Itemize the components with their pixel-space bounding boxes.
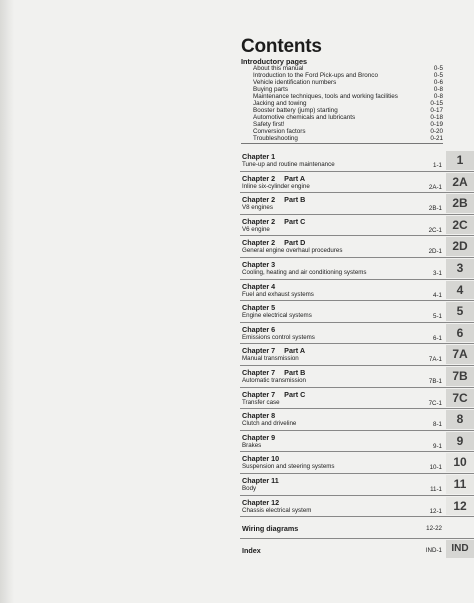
chapter-tab[interactable]: 4 <box>446 281 474 300</box>
chapter-tab[interactable]: 2C <box>446 216 474 235</box>
index-label: Index <box>242 545 261 555</box>
chapter-part: Part B <box>284 367 306 377</box>
chapter-title: Clutch and driveline <box>242 420 297 428</box>
chapter-number: Chapter 5 <box>242 303 276 313</box>
chapter-heading <box>242 282 275 291</box>
chapter-page: 9-1 <box>433 442 442 450</box>
wiring-diagrams-label: Wiring diagrams <box>242 524 299 534</box>
chapter-page: 4-1 <box>433 291 442 299</box>
chapter-number: Chapter 10 <box>242 454 280 464</box>
chapter-row[interactable] <box>240 452 474 474</box>
chapter-number: Chapter 2 <box>242 216 276 226</box>
intro-item-label: Automotive chemicals and lubricants <box>253 113 356 121</box>
chapter-part: Part C <box>284 216 306 226</box>
intro-item-page: 0-18 <box>430 113 443 121</box>
intro-item-page: 0-6 <box>433 78 443 86</box>
chapter-part: Part B <box>284 195 306 205</box>
intro-item-label: Maintenance techniques, tools and working facilities <box>253 92 398 100</box>
chapter-row[interactable] <box>240 388 474 410</box>
chapter-heading <box>242 498 279 507</box>
intro-item-page: 0-8 <box>433 92 443 100</box>
chapter-title: Tune-up and routine maintenance <box>242 161 335 168</box>
chapter-page: 2B-1 <box>428 205 442 213</box>
intro-item[interactable] <box>241 136 443 143</box>
chapter-title: Body <box>242 484 257 492</box>
chapter-title: Brakes <box>242 441 262 449</box>
chapter-row[interactable] <box>240 150 474 172</box>
chapter-page: 1-1 <box>433 162 442 169</box>
intro-item-page: 0-5 <box>433 65 443 72</box>
chapter-part: Part D <box>284 238 306 248</box>
intro-item-label: Vehicle identification numbers <box>253 78 337 86</box>
chapter-title: Emissions control systems <box>242 333 315 341</box>
chapter-tab[interactable]: 2A <box>446 173 474 192</box>
wiring-diagrams-row[interactable] <box>240 517 474 539</box>
intro-item-page: 0-21 <box>430 134 443 142</box>
chapter-title: Inline six-cylinder engine <box>242 182 310 190</box>
intro-item-label: Safety first! <box>253 120 285 128</box>
chapter-number: Chapter 6 <box>242 324 276 334</box>
chapter-title: Engine electrical systems <box>242 312 312 320</box>
chapter-row[interactable] <box>240 280 474 302</box>
chapter-row[interactable] <box>240 474 474 496</box>
chapter-tab[interactable]: 11 <box>446 475 474 494</box>
chapter-heading <box>242 238 305 247</box>
index-page: IND-1 <box>425 546 442 554</box>
chapter-tab[interactable]: 9 <box>446 432 474 451</box>
chapter-row[interactable] <box>240 193 474 215</box>
chapter-row[interactable] <box>240 409 474 431</box>
chapter-title: Manual transmission <box>242 355 299 363</box>
intro-item-page: 0-17 <box>430 106 443 114</box>
intro-item-label: Buying parts <box>253 85 289 93</box>
chapter-title: Suspension and steering systems <box>242 463 335 471</box>
chapter-tab[interactable]: 12 <box>446 497 474 516</box>
intro-item-label: Jacking and towing <box>253 99 307 107</box>
chapter-heading <box>242 195 305 204</box>
chapter-row[interactable] <box>240 236 474 258</box>
chapter-page: 7C-1 <box>428 399 442 407</box>
chapter-tab[interactable]: 2D <box>446 237 474 256</box>
chapter-number: Chapter 2 <box>242 173 276 183</box>
chapter-number: Chapter 11 <box>242 475 279 485</box>
intro-item-page: 0-5 <box>433 71 443 79</box>
chapter-title: Automatic transmission <box>242 376 306 384</box>
chapter-title: Transfer case <box>242 398 280 406</box>
chapter-tab[interactable]: 1 <box>446 151 474 170</box>
chapter-heading <box>242 454 279 463</box>
chapter-tab[interactable]: 5 <box>446 302 474 321</box>
chapter-row[interactable] <box>240 323 474 345</box>
chapter-page: 5-1 <box>433 313 442 321</box>
intro-item-page: 0-19 <box>430 120 443 128</box>
chapter-heading <box>242 346 305 355</box>
index-tab[interactable]: IND <box>446 540 474 559</box>
chapter-row[interactable] <box>240 366 474 388</box>
chapter-page: 2D-1 <box>428 248 442 256</box>
intro-item-label: Booster battery (jump) starting <box>253 106 338 114</box>
chapter-title: Fuel and exhaust systems <box>242 290 314 298</box>
chapter-page: 11-1 <box>430 485 442 493</box>
chapter-row[interactable] <box>240 172 474 194</box>
chapter-page: 7B-1 <box>428 377 442 385</box>
chapter-row[interactable] <box>240 431 474 453</box>
chapter-page: 6-1 <box>433 334 442 342</box>
chapter-part: Part A <box>284 346 306 356</box>
chapter-title: Chassis electrical system <box>242 506 312 514</box>
chapter-heading <box>242 390 305 399</box>
chapter-tab[interactable]: 10 <box>446 453 474 472</box>
chapter-row[interactable] <box>240 258 474 280</box>
chapter-list <box>240 150 474 560</box>
chapter-number: Chapter 2 <box>242 238 276 248</box>
chapter-number: Chapter 8 <box>242 411 276 421</box>
chapter-number: Chapter 7 <box>242 346 276 356</box>
intro-item-label: Introduction to the Ford Pick-ups and Bronco <box>253 71 378 79</box>
chapter-tab[interactable]: 3 <box>446 259 474 278</box>
chapter-number: Chapter 7 <box>242 367 276 377</box>
chapter-tab[interactable]: 6 <box>446 324 474 343</box>
chapter-page: 12-1 <box>429 507 442 515</box>
page-title: Contents <box>241 36 322 57</box>
page-binding-edge <box>0 0 14 603</box>
chapter-page: 7A-1 <box>428 356 442 364</box>
chapter-heading <box>242 325 275 334</box>
chapter-page: 10-1 <box>429 464 442 472</box>
chapter-heading <box>242 303 275 312</box>
chapter-row[interactable] <box>240 496 474 518</box>
divider <box>241 143 443 144</box>
chapter-tab[interactable]: 7A <box>446 345 474 364</box>
chapter-heading <box>242 174 305 183</box>
index-row[interactable] <box>240 539 474 561</box>
chapter-title: Cooling, heating and air conditioning systems <box>242 268 367 276</box>
chapter-heading <box>242 368 305 377</box>
chapter-page: 2C-1 <box>428 226 442 234</box>
chapter-number: Chapter 12 <box>242 497 280 507</box>
chapter-number: Chapter 2 <box>242 195 276 205</box>
chapter-title: V6 engine <box>242 225 270 233</box>
chapter-number: Chapter 7 <box>242 389 276 399</box>
wiring-diagrams-page: 12-22 <box>426 525 442 533</box>
chapter-row[interactable] <box>240 301 474 323</box>
chapter-heading <box>242 152 275 161</box>
introductory-heading: Introductory pages <box>241 57 308 66</box>
chapter-part: Part C <box>284 389 306 399</box>
chapter-page: 3-1 <box>433 269 442 277</box>
chapter-page: 2A-1 <box>428 183 442 191</box>
chapter-heading <box>242 411 275 420</box>
chapter-heading <box>242 476 279 485</box>
chapter-title: General engine overhaul procedures <box>242 247 343 255</box>
chapter-tab[interactable]: 7C <box>446 389 474 408</box>
chapter-heading <box>242 433 275 442</box>
chapter-title: V8 engines <box>242 204 273 212</box>
chapter-row[interactable] <box>240 344 474 366</box>
chapter-heading <box>242 260 275 269</box>
chapter-number: Chapter 1 <box>242 152 276 161</box>
intro-item-page: 0-20 <box>430 127 443 135</box>
intro-item-page: 0-15 <box>430 99 443 107</box>
intro-item-label: About this manual <box>253 65 304 72</box>
chapter-tab[interactable]: 2B <box>446 194 474 213</box>
introductory-pages-list <box>241 58 443 144</box>
chapter-row[interactable] <box>240 215 474 237</box>
chapter-heading <box>242 217 305 226</box>
intro-item-label: Troubleshooting <box>253 134 298 142</box>
chapter-number: Chapter 9 <box>242 432 276 442</box>
intro-item-label: Conversion factors <box>253 127 306 135</box>
chapter-tab[interactable]: 8 <box>446 410 474 429</box>
chapter-number: Chapter 3 <box>242 259 276 269</box>
chapter-number: Chapter 4 <box>242 281 276 291</box>
chapter-tab[interactable]: 7B <box>446 367 474 386</box>
intro-item-page: 0-8 <box>433 85 443 93</box>
chapter-page: 8-1 <box>433 421 442 429</box>
chapter-part: Part A <box>284 173 306 183</box>
